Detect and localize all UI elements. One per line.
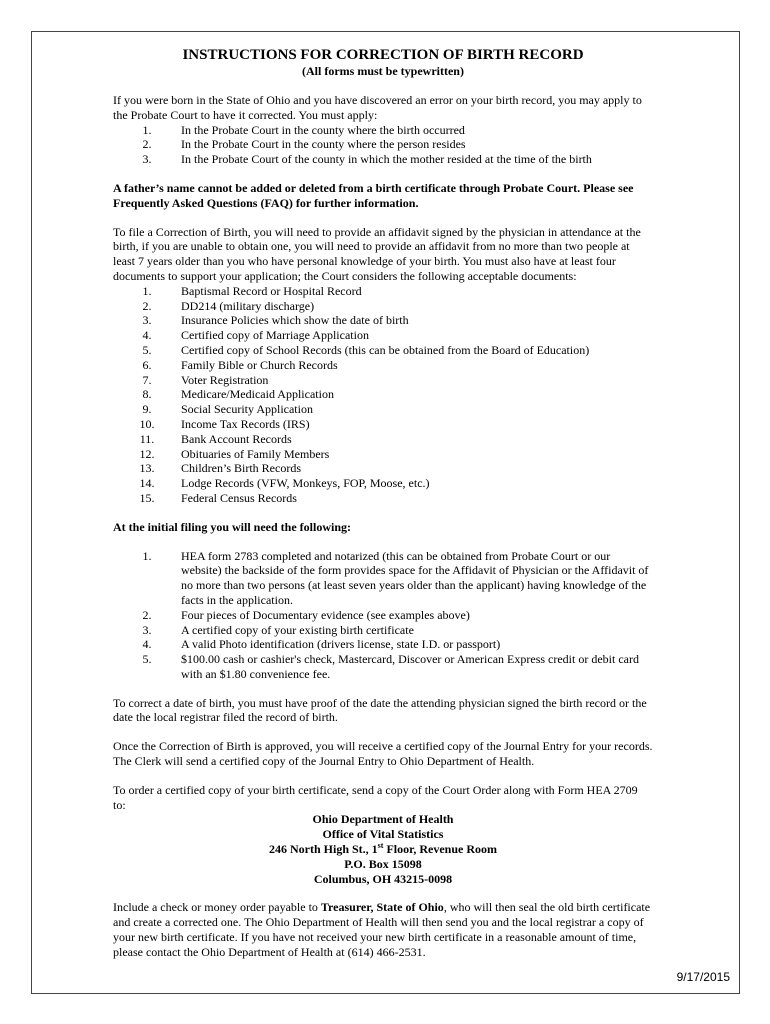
list-item (113, 476, 653, 491)
list-item-text: Certified copy of School Records (this can be obtained from the Board of Education) (181, 342, 590, 357)
list-item-number: 3. (142, 152, 152, 167)
list-item-text: A certified copy of your existing birth certificate (181, 622, 414, 637)
list-item (113, 461, 653, 476)
list-item-text: Social Security Application (181, 402, 313, 417)
list-item (113, 313, 653, 328)
page-title: INSTRUCTIONS FOR CORRECTION OF BIRTH RECORD (182, 47, 584, 63)
documents-list (113, 284, 653, 506)
list-item-number: 5. (142, 652, 152, 667)
list-item-text: In the Probate Court in the county where the birth occurred (181, 122, 465, 137)
list-item-number: 3. (142, 622, 152, 637)
list-item-text: Certified copy of Marriage Application (181, 328, 369, 343)
list-item-number: 7. (142, 372, 152, 387)
list-item (113, 387, 653, 402)
address-block (113, 812, 653, 886)
address-line-1: Ohio Department of Health (312, 812, 454, 827)
list-item-text: HEA form 2783 completed and notarized (this can be obtained from Probate Court or our website) the backside of the form provides space for the Affidavit of Physician or the Affidavit of no more than two persons (at least seven years older than the applicant) having knowledge of the facts in the application. (181, 548, 649, 607)
list-item (113, 123, 653, 138)
list-item (113, 623, 653, 638)
list-item-text: Insurance Policies which show the date of birth (181, 313, 409, 328)
list-item-text: DD214 (military discharge) (181, 298, 315, 313)
approved-paragraph: Once the Correction of Birth is approved, you will receive a certified copy of the Journal Entry for your records. The Clerk will send a certified copy of the Journal Entry to Ohio Department of Health. (113, 739, 653, 769)
list-item-text: In the Probate Court in the county where the person resides (181, 137, 466, 152)
list-item (113, 328, 653, 343)
closing-paragraph: Include a check or money order payable to Treasurer, State of Ohio, who will then seal the old birth certificate and create a corrected one. The Ohio Department of Health will then send you and the local registrar a copy of your new birth certificate. If you have not received your new birth certificate in a reasonable amount of time, please contact the Ohio Department of Health at (614) 466-2531. (113, 900, 651, 959)
list-item-number: 1. (142, 548, 152, 563)
list-item-number: 8. (142, 387, 152, 402)
list-item-number: 1. (142, 122, 152, 137)
list-item-text: Obituaries of Family Members (181, 446, 330, 461)
list-item-text: Four pieces of Documentary evidence (see examples above) (181, 607, 470, 622)
page-subtitle: (All forms must be typewritten) (302, 64, 464, 78)
list-item-number: 1. (142, 283, 152, 298)
list-item (113, 432, 653, 447)
initial-list (113, 549, 653, 682)
list-item-number: 2. (142, 137, 152, 152)
list-item (113, 343, 653, 358)
list-item (113, 652, 653, 682)
list-item-number: 3. (142, 313, 152, 328)
address-line-2: Office of Vital Statistics (322, 827, 444, 842)
list-item-number: 13. (139, 461, 155, 476)
initial-heading: At the initial filing you will need the following: (113, 519, 352, 534)
list-item-number: 5. (142, 342, 152, 357)
date-of-birth-paragraph: To correct a date of birth, you must have proof of the date the attending physician signed the birth record or the date the local registrar filed the record of birth. (113, 695, 647, 725)
list-item-text: Children’s Birth Records (181, 461, 301, 476)
list-item-text: $100.00 cash or cashier's check, Mastercard, Discover or American Express credit or debit card with an $1.80 convenience fee. (181, 652, 639, 681)
list-item (113, 373, 653, 388)
list-item-number: 9. (142, 402, 152, 417)
list-item-number: 2. (142, 607, 152, 622)
list-item-text: Income Tax Records (IRS) (181, 416, 310, 431)
list-item (113, 608, 653, 623)
list-item-number: 11. (139, 431, 155, 446)
list-item-text: A valid Photo identification (drivers license, state I.D. or passport) (181, 637, 501, 652)
list-item-number: 6. (142, 357, 152, 372)
list-item-number: 14. (139, 476, 155, 491)
list-item-number: 12. (139, 446, 155, 461)
order-paragraph: To order a certified copy of your birth certificate, send a copy of the Court Order along with Form HEA 2709 to: (113, 782, 638, 812)
list-item (113, 137, 653, 152)
list-item (113, 402, 653, 417)
list-item-text: In the Probate Court of the county in which the mother resided at the time of the birth (181, 152, 592, 167)
revision-date: 9/17/2015 (676, 970, 730, 984)
list-item-text: Lodge Records (VFW, Monkeys, FOP, Moose, etc.) (181, 476, 430, 491)
list-item-text: Federal Census Records (181, 490, 297, 505)
list-item-number: 15. (139, 490, 155, 505)
list-item-number: 2. (142, 298, 152, 313)
list-item-text: Family Bible or Church Records (181, 357, 338, 372)
list-item-number: 4. (142, 637, 152, 652)
address-line-3: 246 North High St., 1st Floor, Revenue Room (268, 841, 497, 857)
list-item-text: Baptismal Record or Hospital Record (181, 283, 362, 298)
file-paragraph: To file a Correction of Birth, you will need to provide an affidavit signed by the physician in attendance at the birth, if you are unable to obtain one, you will need to provide an affidavit from no more than two people at least 7 years older than you who have personal knowledge of your birth. You must also have at least four documents to support your application; the Court considers the following acceptable documents: (113, 224, 641, 283)
list-item-text: Voter Registration (181, 372, 269, 387)
list-item (113, 417, 653, 432)
father-note: A father’s name cannot be added or deleted from a birth certificate through Probate Court. Please see Frequently Asked Questions (FAQ) for further information. (113, 180, 634, 210)
list-item (113, 152, 653, 167)
list-item-number: 4. (142, 328, 152, 343)
list-item (113, 491, 653, 506)
list-item (113, 284, 653, 299)
list-item (113, 447, 653, 462)
list-item (113, 299, 653, 314)
list-item (113, 358, 653, 373)
document-body (113, 46, 653, 960)
list-item-text: Bank Account Records (181, 431, 292, 446)
address-line-5: Columbus, OH 43215-0098 (313, 871, 453, 886)
list-item (113, 637, 653, 652)
list-item-number: 10. (139, 416, 155, 431)
list-item-text: Medicare/Medicaid Application (181, 387, 334, 402)
list-item (113, 549, 653, 608)
address-line-4: P.O. Box 15098 (344, 856, 422, 871)
intro-paragraph: If you were born in the State of Ohio and you have discovered an error on your birth record, you may apply to the Probate Court to have it corrected. You must apply: (113, 93, 642, 122)
apply-list (113, 123, 653, 167)
